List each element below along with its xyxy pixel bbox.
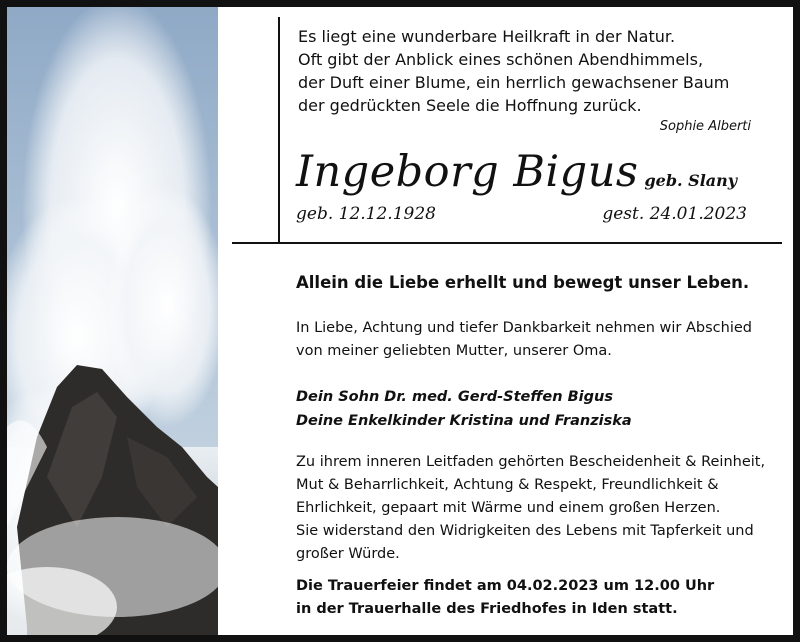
tribute-line: großer Würde. (296, 546, 400, 562)
birth-date: geb. 12.12.1928 (296, 204, 436, 224)
poem-line: der gedrückten Seele die Hoffnung zurück. (298, 96, 642, 115)
service-line: Die Trauerfeier findet am 04.02.2023 um 12.00 Uhr (296, 578, 715, 594)
tribute-paragraph (296, 451, 765, 566)
poem-author: Sophie Alberti (659, 119, 751, 134)
poem-line: Oft gibt der Anblick eines schönen Abendhimmels, (298, 50, 704, 69)
tribute-line: Sie widerstand den Widrigkeiten des Lebens mit Tapferkeit und (296, 523, 754, 539)
farewell-line: In Liebe, Achtung und tiefer Dankbarkeit nehmen wir Abschied (296, 320, 752, 336)
maiden-name: geb. Slany (644, 171, 738, 190)
tribute-line: Mut & Beharrlichkeit, Achtung & Respekt, Freundlichkeit & (296, 477, 719, 493)
service-line: in der Trauerhalle des Friedhofes in Iden statt. (296, 601, 678, 617)
tribute-line: Zu ihrem inneren Leitfaden gehörten Bescheidenheit & Reinheit, (296, 454, 766, 470)
poem-line: Es liegt eine wunderbare Heilkraft in der Natur. (298, 27, 676, 46)
notice-text-area (218, 7, 793, 635)
death-date: gest. 24.01.2023 (602, 204, 747, 224)
cross-vertical-line (278, 17, 280, 244)
deceased-name-row (296, 147, 737, 197)
farewell-line: von meiner geliebten Mutter, unserer Oma. (296, 343, 612, 359)
mourner: Dein Sohn Dr. med. Gerd-Steffen Bigus (296, 389, 613, 405)
mourners-list (296, 385, 632, 433)
headline: Allein die Liebe erhellt und bewegt unser Leben. (296, 273, 750, 292)
cross-horizontal-line (232, 242, 782, 244)
poem (298, 25, 768, 117)
mourner: Deine Enkelkinder Kristina und Franziska (296, 413, 632, 429)
surf-on-rocks-photo (7, 7, 218, 635)
tribute-line: Ehrlichkeit, gepaart mit Wärme und einem großen Herzen. (296, 500, 721, 516)
poem-line: der Duft einer Blume, ein herrlich gewachsener Baum (298, 73, 730, 92)
funeral-service-info (296, 575, 714, 621)
deceased-name: Ingeborg Bigus (296, 147, 639, 197)
farewell-paragraph (296, 317, 752, 363)
